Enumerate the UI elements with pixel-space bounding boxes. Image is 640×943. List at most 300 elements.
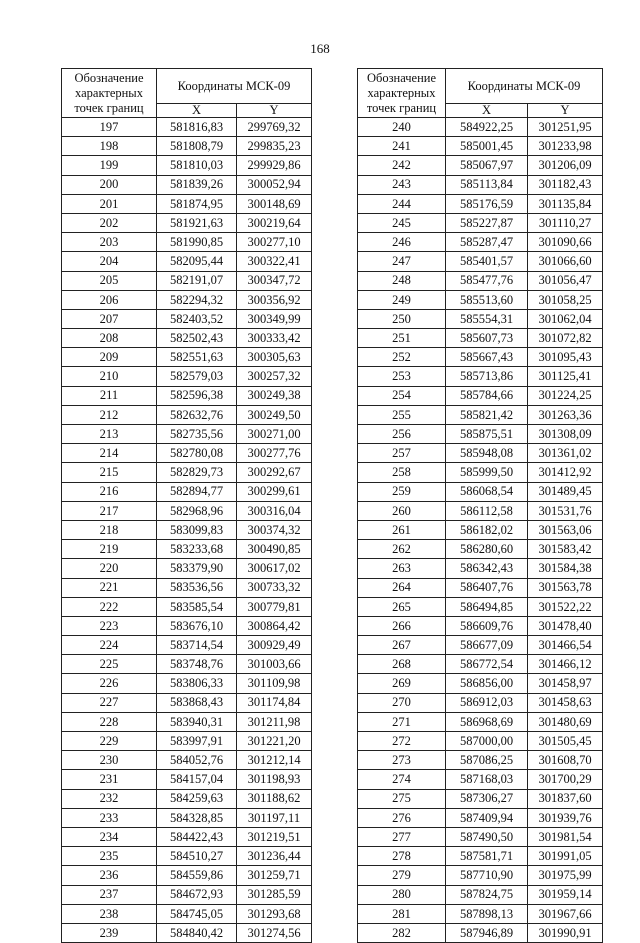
table-row <box>62 175 312 194</box>
x-coordinate-cell: 584510,27 <box>157 847 237 866</box>
point-id-cell: 232 <box>62 789 157 808</box>
table-row <box>358 463 603 482</box>
table-row <box>62 501 312 520</box>
point-id-cell: 250 <box>358 309 446 328</box>
table-row <box>62 348 312 367</box>
table-row <box>62 770 312 789</box>
y-coordinate-cell: 300292,67 <box>237 463 312 482</box>
header-x: X <box>157 104 237 118</box>
y-coordinate-cell: 301939,76 <box>528 808 603 827</box>
y-coordinate-cell: 301975,99 <box>528 866 603 885</box>
table-row <box>358 636 603 655</box>
y-coordinate-cell: 301837,60 <box>528 789 603 808</box>
y-coordinate-cell: 301583,42 <box>528 540 603 559</box>
x-coordinate-cell: 583868,43 <box>157 693 237 712</box>
y-coordinate-cell: 301608,70 <box>528 751 603 770</box>
x-coordinate-cell: 584422,43 <box>157 827 237 846</box>
table-row <box>62 520 312 539</box>
x-coordinate-cell: 585784,66 <box>446 386 528 405</box>
y-coordinate-cell: 301466,12 <box>528 655 603 674</box>
y-coordinate-cell: 300271,00 <box>237 425 312 444</box>
x-coordinate-cell: 582191,07 <box>157 271 237 290</box>
x-coordinate-cell: 587168,03 <box>446 770 528 789</box>
y-coordinate-cell: 301293,68 <box>237 904 312 923</box>
point-id-cell: 261 <box>358 520 446 539</box>
point-id-cell: 273 <box>358 751 446 770</box>
y-coordinate-cell: 300779,81 <box>237 597 312 616</box>
x-coordinate-cell: 582294,32 <box>157 290 237 309</box>
x-coordinate-cell: 587490,50 <box>446 827 528 846</box>
y-coordinate-cell: 301211,98 <box>237 712 312 731</box>
y-coordinate-cell: 300257,32 <box>237 367 312 386</box>
table-body-right <box>358 118 603 943</box>
table-row <box>358 175 603 194</box>
point-id-cell: 238 <box>62 904 157 923</box>
point-id-cell: 230 <box>62 751 157 770</box>
point-id-cell: 210 <box>62 367 157 386</box>
point-id-cell: 197 <box>62 118 157 137</box>
y-coordinate-cell: 301308,09 <box>528 425 603 444</box>
header-designation: Обозначение характерных точек границ <box>358 69 446 118</box>
y-coordinate-cell: 301212,14 <box>237 751 312 770</box>
y-coordinate-cell: 301458,97 <box>528 674 603 693</box>
table-row <box>358 770 603 789</box>
x-coordinate-cell: 586280,60 <box>446 540 528 559</box>
table-row <box>358 655 603 674</box>
point-id-cell: 209 <box>62 348 157 367</box>
x-coordinate-cell: 586609,76 <box>446 616 528 635</box>
table-row <box>62 444 312 463</box>
point-id-cell: 272 <box>358 732 446 751</box>
y-coordinate-cell: 301058,25 <box>528 290 603 309</box>
table-row <box>358 425 603 444</box>
point-id-cell: 265 <box>358 597 446 616</box>
header-coordinates: Координаты МСК-09 <box>446 69 603 104</box>
y-coordinate-cell: 300249,50 <box>237 405 312 424</box>
x-coordinate-cell: 585001,45 <box>446 137 528 156</box>
x-coordinate-cell: 586182,02 <box>446 520 528 539</box>
point-id-cell: 229 <box>62 732 157 751</box>
x-coordinate-cell: 583940,31 <box>157 712 237 731</box>
table-row <box>62 827 312 846</box>
table-row <box>62 540 312 559</box>
table-row <box>358 309 603 328</box>
y-coordinate-cell: 301959,14 <box>528 885 603 904</box>
table-row <box>358 405 603 424</box>
y-coordinate-cell: 301967,66 <box>528 904 603 923</box>
x-coordinate-cell: 585513,60 <box>446 290 528 309</box>
table-row <box>62 329 312 348</box>
y-coordinate-cell: 301990,91 <box>528 923 603 942</box>
y-coordinate-cell: 301188,62 <box>237 789 312 808</box>
y-coordinate-cell: 301458,63 <box>528 693 603 712</box>
y-coordinate-cell: 301110,27 <box>528 213 603 232</box>
point-id-cell: 220 <box>62 559 157 578</box>
table-row <box>358 847 603 866</box>
point-id-cell: 240 <box>358 118 446 137</box>
x-coordinate-cell: 586677,09 <box>446 636 528 655</box>
point-id-cell: 260 <box>358 501 446 520</box>
table-row <box>358 904 603 923</box>
point-id-cell: 276 <box>358 808 446 827</box>
point-id-cell: 254 <box>358 386 446 405</box>
y-coordinate-cell: 301125,41 <box>528 367 603 386</box>
x-coordinate-cell: 585999,50 <box>446 463 528 482</box>
x-coordinate-cell: 584559,86 <box>157 866 237 885</box>
table-body-left <box>62 118 312 943</box>
table-row <box>358 501 603 520</box>
x-coordinate-cell: 582551,63 <box>157 348 237 367</box>
point-id-cell: 281 <box>358 904 446 923</box>
table-row <box>62 386 312 405</box>
x-coordinate-cell: 587306,27 <box>446 789 528 808</box>
table-row <box>358 290 603 309</box>
point-id-cell: 266 <box>358 616 446 635</box>
x-coordinate-cell: 584672,93 <box>157 885 237 904</box>
table-row <box>62 309 312 328</box>
y-coordinate-cell: 301480,69 <box>528 712 603 731</box>
x-coordinate-cell: 584922,25 <box>446 118 528 137</box>
point-id-cell: 236 <box>62 866 157 885</box>
x-coordinate-cell: 585667,43 <box>446 348 528 367</box>
table-row <box>358 923 603 942</box>
point-id-cell: 271 <box>358 712 446 731</box>
y-coordinate-cell: 301135,84 <box>528 194 603 213</box>
x-coordinate-cell: 582403,52 <box>157 309 237 328</box>
x-coordinate-cell: 581921,63 <box>157 213 237 232</box>
y-coordinate-cell: 301221,20 <box>237 732 312 751</box>
point-id-cell: 226 <box>62 674 157 693</box>
x-coordinate-cell: 585875,51 <box>446 425 528 444</box>
point-id-cell: 262 <box>358 540 446 559</box>
y-coordinate-cell: 301224,25 <box>528 386 603 405</box>
point-id-cell: 225 <box>62 655 157 674</box>
table-row <box>62 655 312 674</box>
table-row <box>358 271 603 290</box>
table-row <box>358 252 603 271</box>
point-id-cell: 263 <box>358 559 446 578</box>
x-coordinate-cell: 586494,85 <box>446 597 528 616</box>
y-coordinate-cell: 300249,38 <box>237 386 312 405</box>
x-coordinate-cell: 587898,13 <box>446 904 528 923</box>
table-row <box>358 386 603 405</box>
y-coordinate-cell: 300347,72 <box>237 271 312 290</box>
table-row <box>358 444 603 463</box>
x-coordinate-cell: 586112,58 <box>446 501 528 520</box>
table-row <box>62 118 312 137</box>
y-coordinate-cell: 301412,92 <box>528 463 603 482</box>
x-coordinate-cell: 585176,59 <box>446 194 528 213</box>
table-row <box>358 559 603 578</box>
point-id-cell: 267 <box>358 636 446 655</box>
x-coordinate-cell: 584745,05 <box>157 904 237 923</box>
x-coordinate-cell: 587824,75 <box>446 885 528 904</box>
x-coordinate-cell: 585113,84 <box>446 175 528 194</box>
point-id-cell: 270 <box>358 693 446 712</box>
y-coordinate-cell: 301584,38 <box>528 559 603 578</box>
y-coordinate-cell: 301236,44 <box>237 847 312 866</box>
x-coordinate-cell: 585287,47 <box>446 233 528 252</box>
table-row <box>62 751 312 770</box>
point-id-cell: 235 <box>62 847 157 866</box>
y-coordinate-cell: 301206,09 <box>528 156 603 175</box>
table-row <box>62 194 312 213</box>
table-row <box>62 425 312 444</box>
y-coordinate-cell: 300277,76 <box>237 444 312 463</box>
x-coordinate-cell: 583585,54 <box>157 597 237 616</box>
y-coordinate-cell: 301263,36 <box>528 405 603 424</box>
table-row <box>62 636 312 655</box>
x-coordinate-cell: 585821,42 <box>446 405 528 424</box>
table-row <box>62 789 312 808</box>
y-coordinate-cell: 301981,54 <box>528 827 603 846</box>
table-row <box>358 367 603 386</box>
x-coordinate-cell: 582095,44 <box>157 252 237 271</box>
x-coordinate-cell: 582968,96 <box>157 501 237 520</box>
y-coordinate-cell: 301505,45 <box>528 732 603 751</box>
point-id-cell: 228 <box>62 712 157 731</box>
y-coordinate-cell: 299929,86 <box>237 156 312 175</box>
point-id-cell: 219 <box>62 540 157 559</box>
y-coordinate-cell: 299769,32 <box>237 118 312 137</box>
y-coordinate-cell: 301478,40 <box>528 616 603 635</box>
y-coordinate-cell: 301003,66 <box>237 655 312 674</box>
header-y: Y <box>528 104 603 118</box>
point-id-cell: 259 <box>358 482 446 501</box>
y-coordinate-cell: 300219,64 <box>237 213 312 232</box>
point-id-cell: 278 <box>358 847 446 866</box>
y-coordinate-cell: 301489,45 <box>528 482 603 501</box>
y-coordinate-cell: 301700,29 <box>528 770 603 789</box>
x-coordinate-cell: 582502,43 <box>157 329 237 348</box>
x-coordinate-cell: 586342,43 <box>446 559 528 578</box>
y-coordinate-cell: 300322,41 <box>237 252 312 271</box>
table-row <box>358 827 603 846</box>
table-row <box>358 732 603 751</box>
point-id-cell: 258 <box>358 463 446 482</box>
point-id-cell: 246 <box>358 233 446 252</box>
x-coordinate-cell: 587946,89 <box>446 923 528 942</box>
x-coordinate-cell: 587000,00 <box>446 732 528 751</box>
table-row <box>62 597 312 616</box>
x-coordinate-cell: 587710,90 <box>446 866 528 885</box>
table-row <box>358 233 603 252</box>
page-number: 168 <box>310 41 330 56</box>
x-coordinate-cell: 584157,04 <box>157 770 237 789</box>
x-coordinate-cell: 582829,73 <box>157 463 237 482</box>
y-coordinate-cell: 300052,94 <box>237 175 312 194</box>
header-coordinates: Координаты МСК-09 <box>157 69 312 104</box>
y-coordinate-cell: 300374,32 <box>237 520 312 539</box>
table-row <box>358 329 603 348</box>
table-row <box>358 693 603 712</box>
y-coordinate-cell: 300333,42 <box>237 329 312 348</box>
y-coordinate-cell: 300299,61 <box>237 482 312 501</box>
table-row <box>358 674 603 693</box>
point-id-cell: 221 <box>62 578 157 597</box>
point-id-cell: 203 <box>62 233 157 252</box>
point-id-cell: 199 <box>62 156 157 175</box>
point-id-cell: 224 <box>62 636 157 655</box>
x-coordinate-cell: 586407,76 <box>446 578 528 597</box>
point-id-cell: 277 <box>358 827 446 846</box>
y-coordinate-cell: 301251,95 <box>528 118 603 137</box>
y-coordinate-cell: 301109,98 <box>237 674 312 693</box>
x-coordinate-cell: 581810,03 <box>157 156 237 175</box>
x-coordinate-cell: 583714,54 <box>157 636 237 655</box>
table-row <box>358 482 603 501</box>
x-coordinate-cell: 583676,10 <box>157 616 237 635</box>
y-coordinate-cell: 301219,51 <box>237 827 312 846</box>
x-coordinate-cell: 585713,86 <box>446 367 528 386</box>
y-coordinate-cell: 301259,71 <box>237 866 312 885</box>
y-coordinate-cell: 300929,49 <box>237 636 312 655</box>
point-id-cell: 247 <box>358 252 446 271</box>
y-coordinate-cell: 300316,04 <box>237 501 312 520</box>
x-coordinate-cell: 582632,76 <box>157 405 237 424</box>
table-row <box>358 808 603 827</box>
y-coordinate-cell: 301285,59 <box>237 885 312 904</box>
y-coordinate-cell: 301066,60 <box>528 252 603 271</box>
point-id-cell: 249 <box>358 290 446 309</box>
table-row <box>358 616 603 635</box>
y-coordinate-cell: 301197,11 <box>237 808 312 827</box>
x-coordinate-cell: 582894,77 <box>157 482 237 501</box>
table-row <box>62 578 312 597</box>
point-id-cell: 257 <box>358 444 446 463</box>
point-id-cell: 208 <box>62 329 157 348</box>
point-id-cell: 211 <box>62 386 157 405</box>
point-id-cell: 212 <box>62 405 157 424</box>
y-coordinate-cell: 301563,06 <box>528 520 603 539</box>
x-coordinate-cell: 583233,68 <box>157 540 237 559</box>
y-coordinate-cell: 300305,63 <box>237 348 312 367</box>
table-row <box>358 348 603 367</box>
x-coordinate-cell: 583099,83 <box>157 520 237 539</box>
point-id-cell: 231 <box>62 770 157 789</box>
point-id-cell: 206 <box>62 290 157 309</box>
x-coordinate-cell: 585067,97 <box>446 156 528 175</box>
table-row <box>358 118 603 137</box>
point-id-cell: 207 <box>62 309 157 328</box>
y-coordinate-cell: 301522,22 <box>528 597 603 616</box>
x-coordinate-cell: 586068,54 <box>446 482 528 501</box>
table-row <box>62 616 312 635</box>
point-id-cell: 280 <box>358 885 446 904</box>
table-row <box>62 885 312 904</box>
table-row <box>62 847 312 866</box>
table-row <box>62 866 312 885</box>
point-id-cell: 214 <box>62 444 157 463</box>
table-row <box>62 904 312 923</box>
x-coordinate-cell: 585948,08 <box>446 444 528 463</box>
y-coordinate-cell: 301062,04 <box>528 309 603 328</box>
y-coordinate-cell: 299835,23 <box>237 137 312 156</box>
x-coordinate-cell: 581816,83 <box>157 118 237 137</box>
header-y: Y <box>237 104 312 118</box>
x-coordinate-cell: 586772,54 <box>446 655 528 674</box>
x-coordinate-cell: 584328,85 <box>157 808 237 827</box>
point-id-cell: 279 <box>358 866 446 885</box>
point-id-cell: 213 <box>62 425 157 444</box>
table-row <box>358 137 603 156</box>
point-id-cell: 255 <box>358 405 446 424</box>
x-coordinate-cell: 583997,91 <box>157 732 237 751</box>
y-coordinate-cell: 301361,02 <box>528 444 603 463</box>
x-coordinate-cell: 581874,95 <box>157 194 237 213</box>
x-coordinate-cell: 585554,31 <box>446 309 528 328</box>
point-id-cell: 244 <box>358 194 446 213</box>
point-id-cell: 268 <box>358 655 446 674</box>
table-row <box>358 597 603 616</box>
table-row <box>62 405 312 424</box>
table-row <box>62 463 312 482</box>
x-coordinate-cell: 584259,63 <box>157 789 237 808</box>
point-id-cell: 233 <box>62 808 157 827</box>
table-row <box>62 712 312 731</box>
x-coordinate-cell: 585477,76 <box>446 271 528 290</box>
y-coordinate-cell: 301274,56 <box>237 923 312 942</box>
point-id-cell: 243 <box>358 175 446 194</box>
y-coordinate-cell: 300617,02 <box>237 559 312 578</box>
point-id-cell: 222 <box>62 597 157 616</box>
x-coordinate-cell: 582596,38 <box>157 386 237 405</box>
table-row <box>358 156 603 175</box>
y-coordinate-cell: 301991,05 <box>528 847 603 866</box>
y-coordinate-cell: 301563,78 <box>528 578 603 597</box>
y-coordinate-cell: 301182,43 <box>528 175 603 194</box>
point-id-cell: 251 <box>358 329 446 348</box>
table-row <box>62 137 312 156</box>
x-coordinate-cell: 583806,33 <box>157 674 237 693</box>
y-coordinate-cell: 300277,10 <box>237 233 312 252</box>
x-coordinate-cell: 587581,71 <box>446 847 528 866</box>
table-row <box>358 540 603 559</box>
table-row <box>358 751 603 770</box>
header-x: X <box>446 104 528 118</box>
x-coordinate-cell: 581839,26 <box>157 175 237 194</box>
x-coordinate-cell: 586912,03 <box>446 693 528 712</box>
table-row <box>62 923 312 942</box>
y-coordinate-cell: 301072,82 <box>528 329 603 348</box>
table-row <box>62 367 312 386</box>
table-row <box>62 233 312 252</box>
point-id-cell: 215 <box>62 463 157 482</box>
y-coordinate-cell: 301095,43 <box>528 348 603 367</box>
point-id-cell: 252 <box>358 348 446 367</box>
y-coordinate-cell: 301198,93 <box>237 770 312 789</box>
table-row <box>62 674 312 693</box>
point-id-cell: 227 <box>62 693 157 712</box>
y-coordinate-cell: 300349,99 <box>237 309 312 328</box>
point-id-cell: 242 <box>358 156 446 175</box>
coordinates-table-right <box>357 68 603 943</box>
x-coordinate-cell: 585401,57 <box>446 252 528 271</box>
point-id-cell: 234 <box>62 827 157 846</box>
x-coordinate-cell: 586968,69 <box>446 712 528 731</box>
point-id-cell: 200 <box>62 175 157 194</box>
y-coordinate-cell: 301233,98 <box>528 137 603 156</box>
x-coordinate-cell: 584840,42 <box>157 923 237 942</box>
table-row <box>358 578 603 597</box>
y-coordinate-cell: 301466,54 <box>528 636 603 655</box>
x-coordinate-cell: 584052,76 <box>157 751 237 770</box>
x-coordinate-cell: 582579,03 <box>157 367 237 386</box>
x-coordinate-cell: 582735,56 <box>157 425 237 444</box>
x-coordinate-cell: 587409,94 <box>446 808 528 827</box>
table-row <box>62 482 312 501</box>
x-coordinate-cell: 583536,56 <box>157 578 237 597</box>
